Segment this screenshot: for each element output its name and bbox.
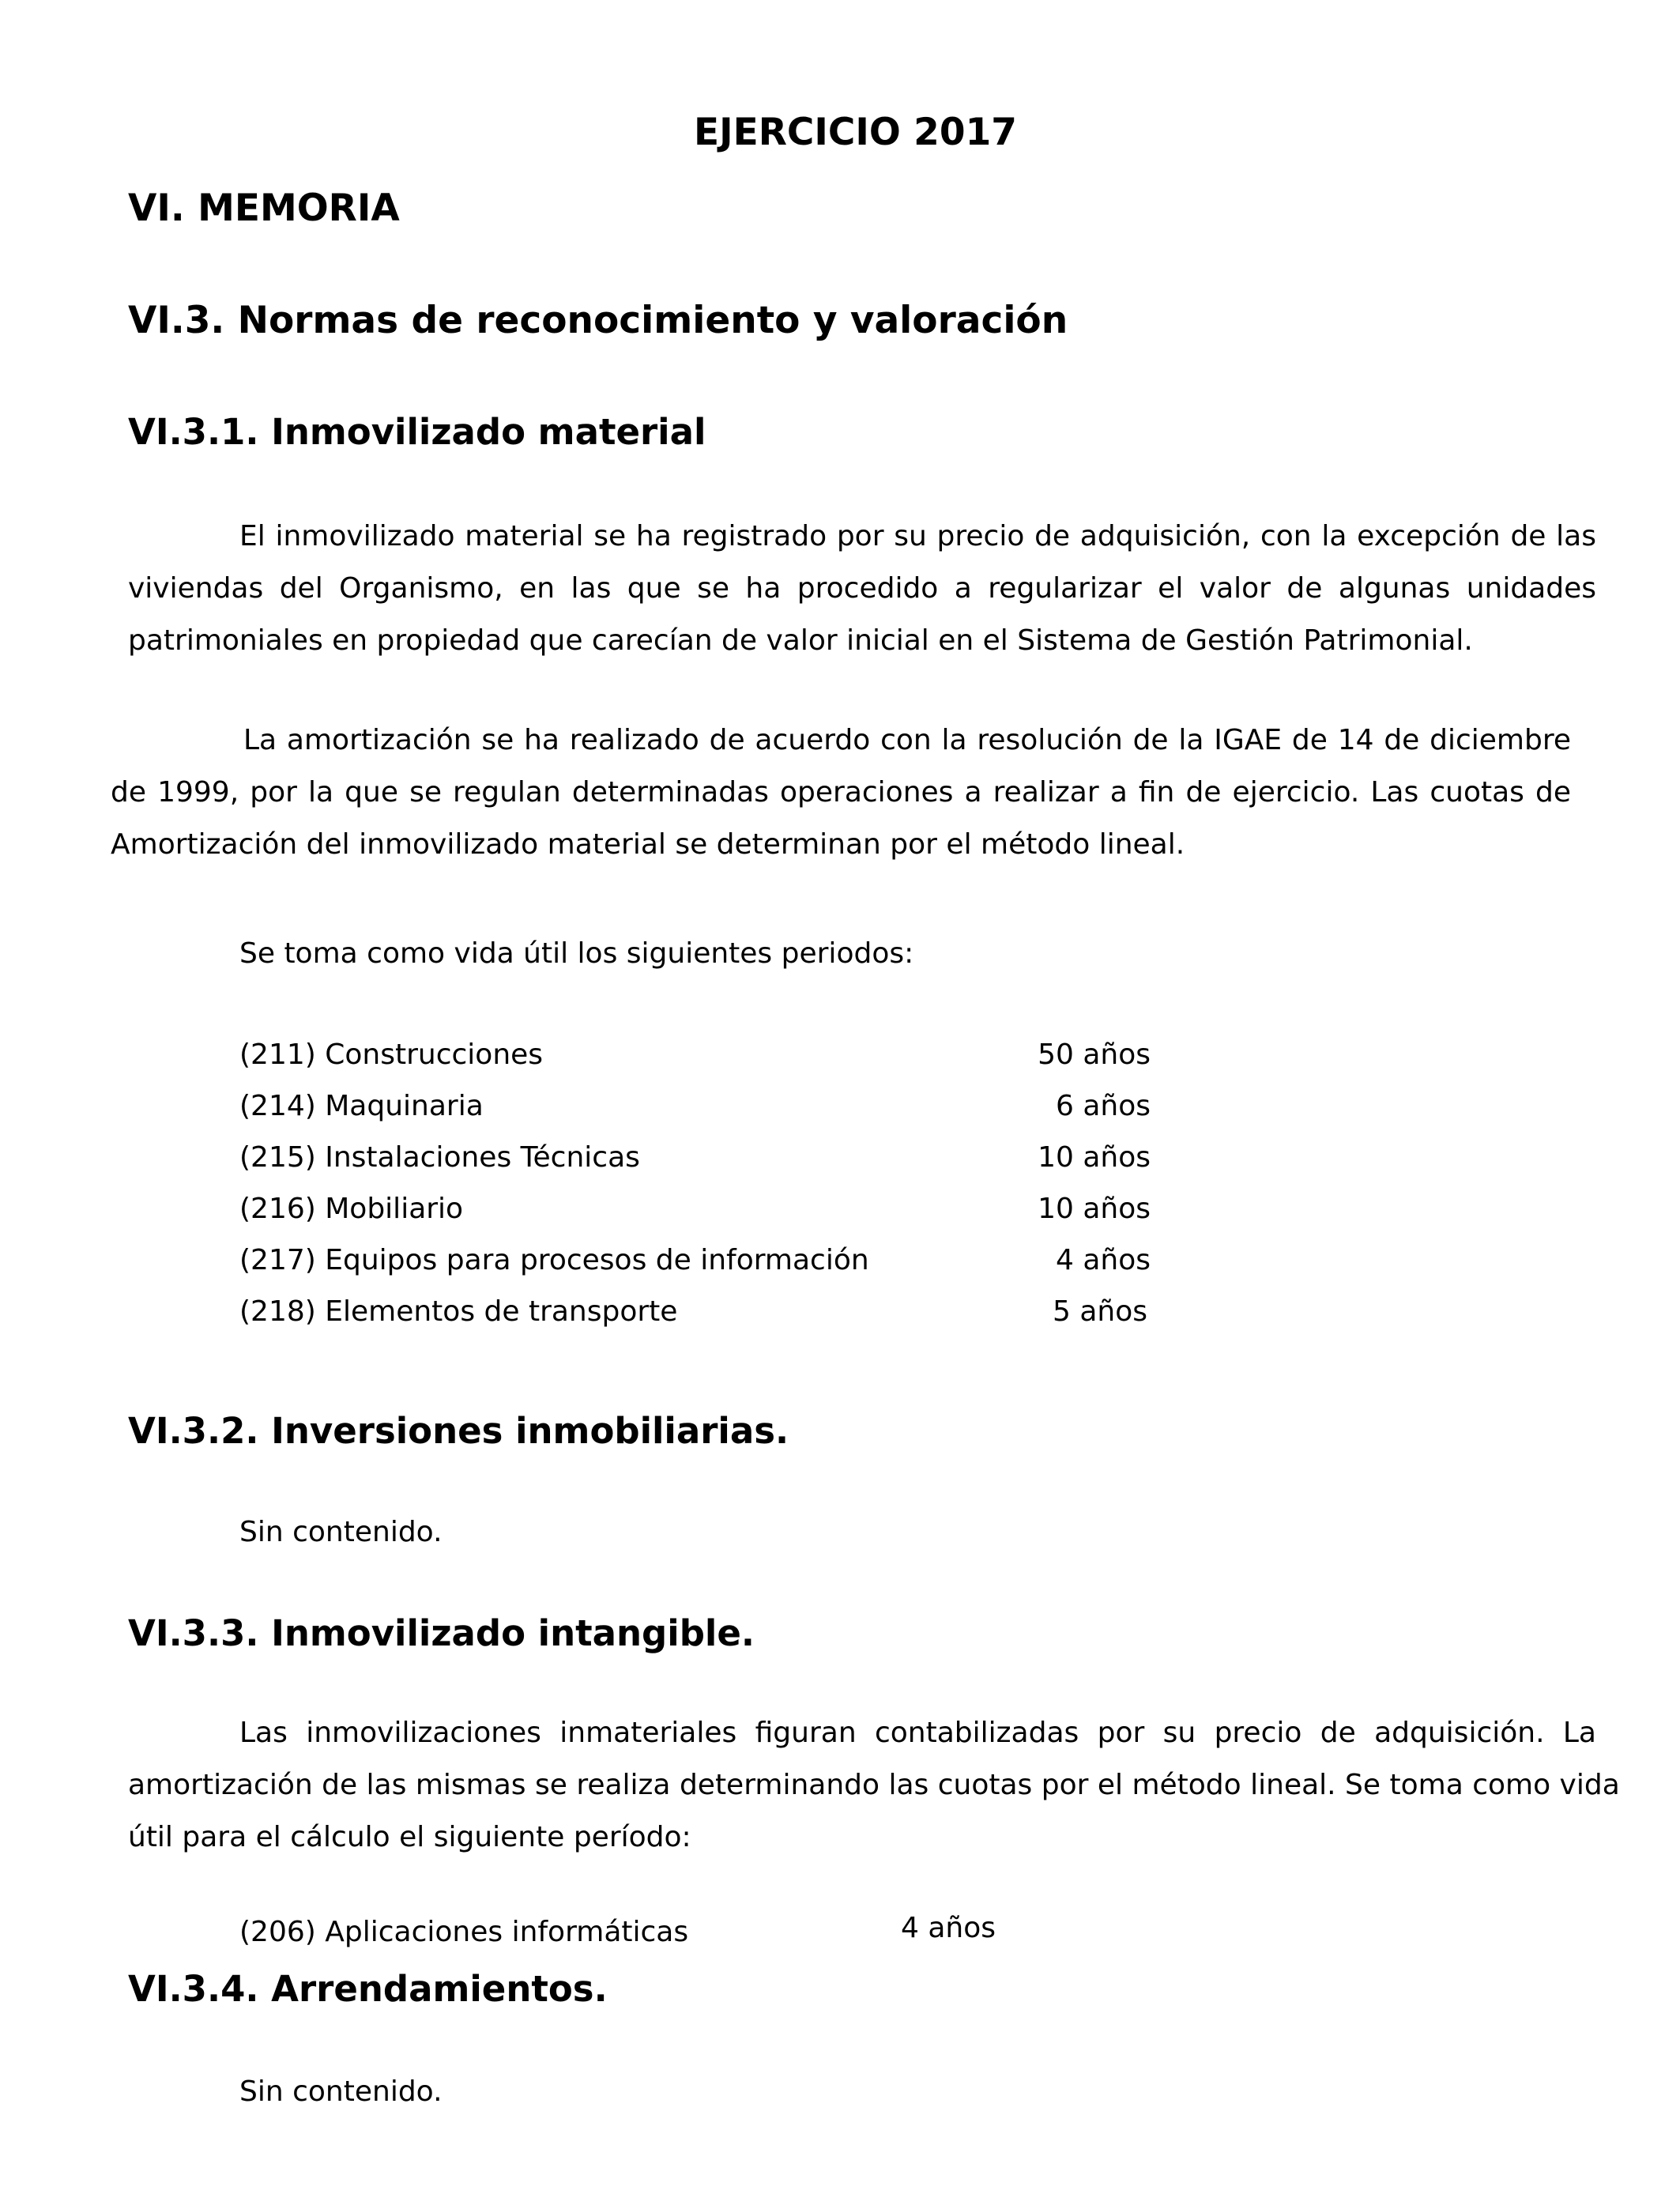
paragraph-inmovilizaciones-inmateriales	[128, 1707, 1620, 1864]
list-item-label: (214) Maquinaria	[239, 1090, 484, 1122]
list-item-value: 10 años	[1038, 1141, 1151, 1174]
list-item-label: (206) Aplicaciones informáticas	[239, 1916, 689, 1948]
paragraph-line: amortización de las mismas se realiza determinando las cuotas por el método lineal. Se toma como vida	[128, 1769, 1620, 1801]
list-item-value: 4 años	[1055, 1244, 1151, 1276]
section-heading: VI. MEMORIA	[128, 187, 400, 230]
paragraph-line: patrimoniales en propiedad que carecían de valor inicial en el Sistema de Gestión Patrimonial.	[128, 624, 1473, 657]
sin-contenido-text: Sin contenido.	[239, 1516, 443, 1548]
paragraph-amortizacion	[111, 714, 1571, 871]
paragraph-line: El inmovilizado material se ha registrado por su precio de adquisición, con la excepción de las	[239, 520, 1596, 552]
list-item-label: (218) Elementos de transporte	[239, 1295, 678, 1328]
paragraph-line: Amortización del inmovilizado material se determinan por el método lineal.	[111, 828, 1185, 861]
heading-arrendamientos: VI.3.4. Arrendamientos.	[128, 1968, 608, 2010]
paragraph-inmovilizado-material	[128, 511, 1596, 667]
sin-contenido-text: Sin contenido.	[239, 2075, 443, 2108]
heading-inmovilizado-material: VI.3.1. Inmovilizado material	[128, 411, 706, 453]
list-item-label: (216) Mobiliario	[239, 1193, 464, 1225]
list-item-value: 5 años	[1052, 1295, 1147, 1328]
heading-inversiones-inmobiliarias: VI.3.2. Inversiones inmobiliarias.	[128, 1410, 789, 1452]
list-item-value: 6 años	[1055, 1090, 1151, 1122]
paragraph-line: de 1999, por la que se regulan determinadas operaciones a realizar a fin de ejercicio. Las cuotas de	[111, 776, 1571, 809]
heading-inmovilizado-intangible: VI.3.3. Inmovilizado intangible.	[128, 1612, 755, 1654]
list-item-label: (211) Construcciones	[239, 1039, 544, 1071]
document-title: EJERCICIO 2017	[694, 111, 1017, 154]
list-item-value: 50 años	[1038, 1039, 1151, 1071]
paragraph-line: La amortización se ha realizado de acuerdo con la resolución de la IGAE de 14 de diciembre	[243, 724, 1571, 756]
list-item-label: (217) Equipos para procesos de información	[239, 1244, 869, 1276]
vida-util-intro: Se toma como vida útil los siguientes periodos:	[239, 937, 914, 970]
paragraph-line: viviendas del Organismo, en las que se ha procedido a regularizar el valor de algunas unidades	[128, 572, 1596, 605]
list-item-value: 4 años	[901, 1912, 996, 1944]
paragraph-line: útil para el cálculo el siguiente período:	[128, 1821, 691, 1853]
list-item-label: (215) Instalaciones Técnicas	[239, 1141, 640, 1174]
list-item-value: 10 años	[1038, 1193, 1151, 1225]
paragraph-line: Las inmovilizaciones inmateriales figuran contabilizadas por su precio de adquisición. La	[239, 1717, 1596, 1749]
subsection-heading: VI.3. Normas de reconocimiento y valoración	[128, 299, 1068, 342]
